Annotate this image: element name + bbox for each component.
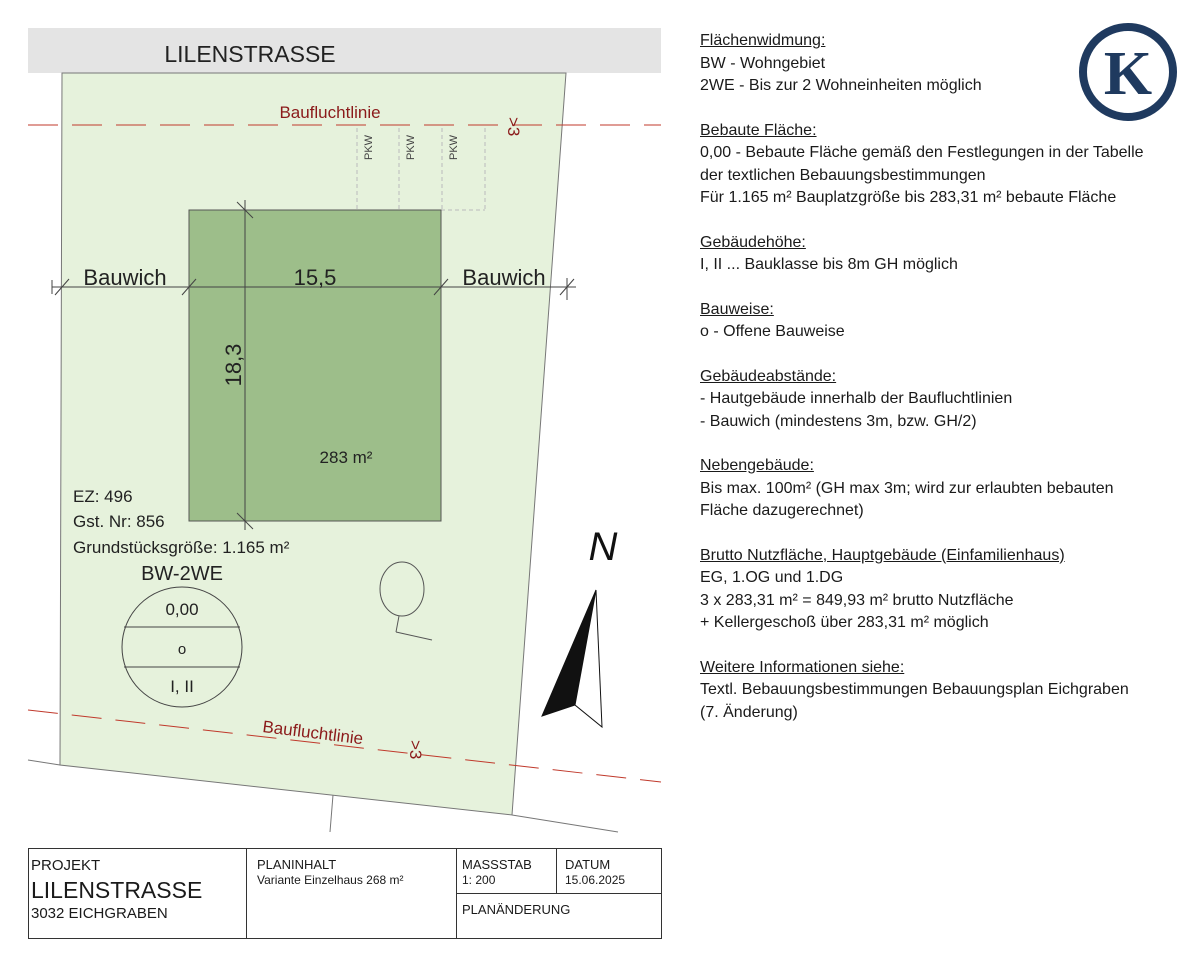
- parking-label-2: PKW: [405, 134, 417, 160]
- info-section-line: Fläche dazugerechnet): [700, 502, 864, 519]
- info-section-line: + Kellergeschoß über 283,31 m² möglich: [700, 614, 989, 631]
- info-section: [700, 120, 1170, 210]
- info-section: [700, 455, 1170, 523]
- parking-label-3: PKW: [448, 134, 460, 160]
- distance-marker-bottom: >3: [406, 740, 425, 760]
- logo-letter: K: [1103, 40, 1153, 108]
- street-band: [28, 28, 661, 73]
- projekt-cell: [29, 849, 246, 938]
- building-area-label: 283 m²: [319, 448, 373, 467]
- info-section: [700, 657, 1170, 725]
- datum-cell: [556, 849, 661, 894]
- depth-dimension-label: 18,3: [221, 343, 246, 387]
- info-section-line: Textl. Bebauungsbestimmungen Bebauungsplan Eichgraben: [700, 681, 1129, 698]
- info-section-line: BW - Wohngebiet: [700, 54, 826, 72]
- info-section-line: 3 x 283,31 m² = 849,93 m² brutto Nutzfläche: [700, 591, 1014, 609]
- distance-marker-top: >3: [504, 117, 523, 137]
- neighbor-boundary-2: [330, 795, 333, 832]
- ez-label: EZ: 496: [73, 487, 133, 506]
- planaenderung-cell: [456, 894, 661, 938]
- massstab-label: MASSSTAB: [462, 857, 532, 872]
- projekt-location: 3032 EICHGRABEN: [31, 905, 168, 922]
- title-block: [28, 848, 662, 939]
- bauwich-right-label: Bauwich: [462, 265, 546, 290]
- info-section-line: 0,00 - Bebaute Fläche gemäß den Festlegungen in der Tabelle: [700, 144, 1144, 161]
- schablone-bottom-value: I, II: [170, 677, 194, 696]
- info-panel: [700, 30, 1170, 746]
- company-logo: [1078, 22, 1178, 122]
- info-section-heading: Bebaute Fläche:: [700, 121, 817, 139]
- info-section: [700, 545, 1170, 635]
- info-section-line: EG, 1.OG und 1.DG: [700, 569, 844, 586]
- info-section-heading: Gebäudeabstände:: [700, 367, 837, 385]
- street-name: LILENSTRASSE: [164, 41, 336, 67]
- datum-value: 15.06.2025: [565, 873, 626, 887]
- info-section-line: I, II ... Bauklasse bis 8m GH möglich: [700, 256, 958, 273]
- zoning-code-label: BW-2WE: [141, 563, 223, 585]
- north-arrow-icon: [542, 590, 602, 727]
- info-section-heading: Flächenwidmung:: [700, 32, 826, 49]
- info-section-line: Für 1.165 m² Bauplatzgröße bis 283,31 m² bebaute Fläche: [700, 189, 1117, 206]
- planinhalt-value: Variante Einzelhaus 268 m²: [257, 873, 404, 887]
- info-section-heading: Nebengebäude:: [700, 457, 814, 474]
- info-section-line: o - Offene Bauweise: [700, 323, 845, 340]
- projekt-name: LILENSTRASSE: [31, 877, 203, 903]
- info-section-line: 2WE - Bis zur 2 Wohneinheiten möglich: [700, 77, 982, 94]
- projekt-label: PROJEKT: [31, 857, 101, 874]
- info-section-line: - Bauwich (mindestens 3m, bzw. GH/2): [700, 412, 977, 430]
- planinhalt-label: PLANINHALT: [257, 857, 337, 872]
- info-section-heading: Weitere Informationen siehe:: [700, 658, 905, 676]
- building-line-label-bottom: Baufluchtlinie: [261, 717, 365, 749]
- info-section-line: Bis max. 100m² (GH max 3m; wird zur erlaubten bebauten: [700, 479, 1114, 497]
- parcel-number-label: Gst. Nr: 856: [73, 512, 165, 531]
- datum-label: DATUM: [565, 857, 611, 872]
- plot-size-label: Grundstücksgröße: 1.165 m²: [73, 538, 290, 557]
- north-label: N: [588, 525, 618, 569]
- planaenderung-label: PLANÄNDERUNG: [462, 902, 571, 917]
- building-line-label-top: Baufluchtlinie: [279, 103, 381, 122]
- info-section-heading: Gebäudehöhe:: [700, 233, 806, 251]
- massstab-cell: [456, 849, 556, 894]
- info-section-line: der textlichen Bebauungsbestimmungen: [700, 166, 986, 184]
- info-section: [700, 299, 1170, 344]
- neighbor-boundary: [512, 815, 618, 832]
- bauwich-left-label: Bauwich: [83, 265, 167, 290]
- schablone-middle-value: o: [177, 641, 187, 658]
- schablone-top-value: 0,00: [165, 600, 199, 619]
- info-section: [700, 366, 1170, 434]
- info-section-line: (7. Änderung): [700, 703, 798, 721]
- parking-label-1: PKW: [363, 134, 375, 160]
- info-section-line: - Hautgebäude innerhalb der Baufluchtlinien: [700, 390, 1013, 407]
- massstab-value: 1: 200: [462, 873, 496, 887]
- neighbor-boundary-3: [28, 760, 60, 765]
- info-section: [700, 232, 1170, 277]
- info-section-heading: Brutto Nutzfläche, Hauptgebäude (Einfamilienhaus): [700, 546, 1065, 564]
- planinhalt-cell: [246, 849, 456, 938]
- width-dimension-label: 15,5: [293, 265, 337, 290]
- info-section-heading: Bauweise:: [700, 300, 774, 318]
